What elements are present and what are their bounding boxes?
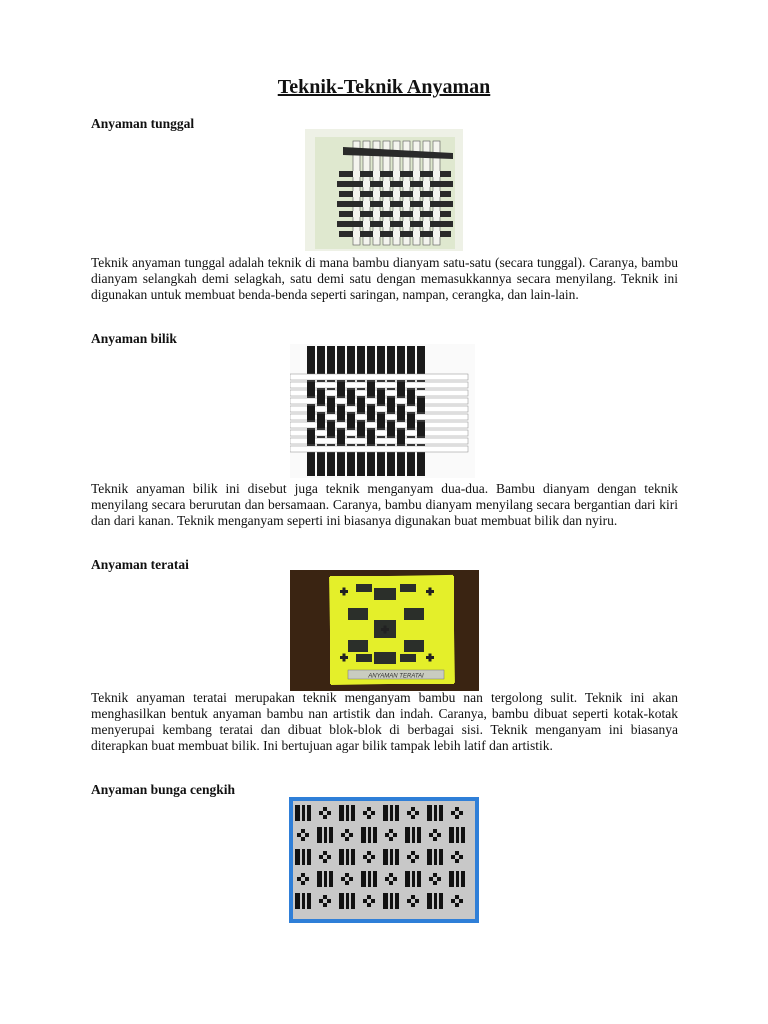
section-heading-tunggal: Anyaman tunggal bbox=[91, 116, 195, 131]
section-heading-cengkih: Anyaman bunga cengkih bbox=[91, 782, 236, 797]
paragraph-bilik: Teknik anyaman bilik ini disebut juga teknik menganyam dua-dua. Bambu dianyam dengan teknik menyilang secara berurutan dan bersamaan. Caranya, bambu dianyam menyilang secara bergantian dari kiri dan dari kanan. Teknik menganyam seperti ini biasanya digunakan buat membuat bilik dan nyiru. bbox=[91, 481, 678, 528]
weave-single-image bbox=[305, 129, 463, 251]
page-title: Teknik-Teknik Anyaman bbox=[277, 76, 491, 98]
section-heading-teratai: Anyaman teratai bbox=[91, 557, 189, 572]
figure-anyaman-teratai bbox=[290, 570, 479, 691]
figure-anyaman-tunggal bbox=[305, 129, 463, 251]
section-heading-bilik: Anyaman bilik bbox=[91, 331, 177, 346]
teratai-caption: ANYAMAN TERATAI bbox=[368, 673, 424, 680]
figure-anyaman-cengkih bbox=[289, 797, 479, 923]
paragraph-teratai: Teknik anyaman teratai merupakan teknik menganyam bambu nan tergolong sulit. Teknik ini akan menghasilkan bentuk anyaman bambu nan artistik dan indah. Caranya, bambu dibuat seperti kotak-kotak menyerupai kembang teratai dan dibuat blok-blok di berbagai sisi. Teknik menganyam ini biasanya diterapkan buat membuat bilik. Ini bertujuan agar bilik tampak lebih latif dan artistik. bbox=[91, 690, 678, 753]
weave-teratai-photo bbox=[290, 570, 479, 691]
paragraph-tunggal: Teknik anyaman tunggal adalah teknik di mana bambu dianyam satu-satu (secara tunggal). Caranya, bambu dianyam selangkah demi selagkah, satu demi satu dengan memasukkannya secara menyilang. Teknik ini digunakan untuk membuat benda-benda seperti saringan, nampan, cerangka, dan lain-lain. bbox=[91, 255, 678, 302]
figure-anyaman-bilik bbox=[290, 344, 475, 478]
weave-cengkih-pattern bbox=[289, 797, 479, 923]
weave-bilik-image bbox=[290, 344, 475, 478]
